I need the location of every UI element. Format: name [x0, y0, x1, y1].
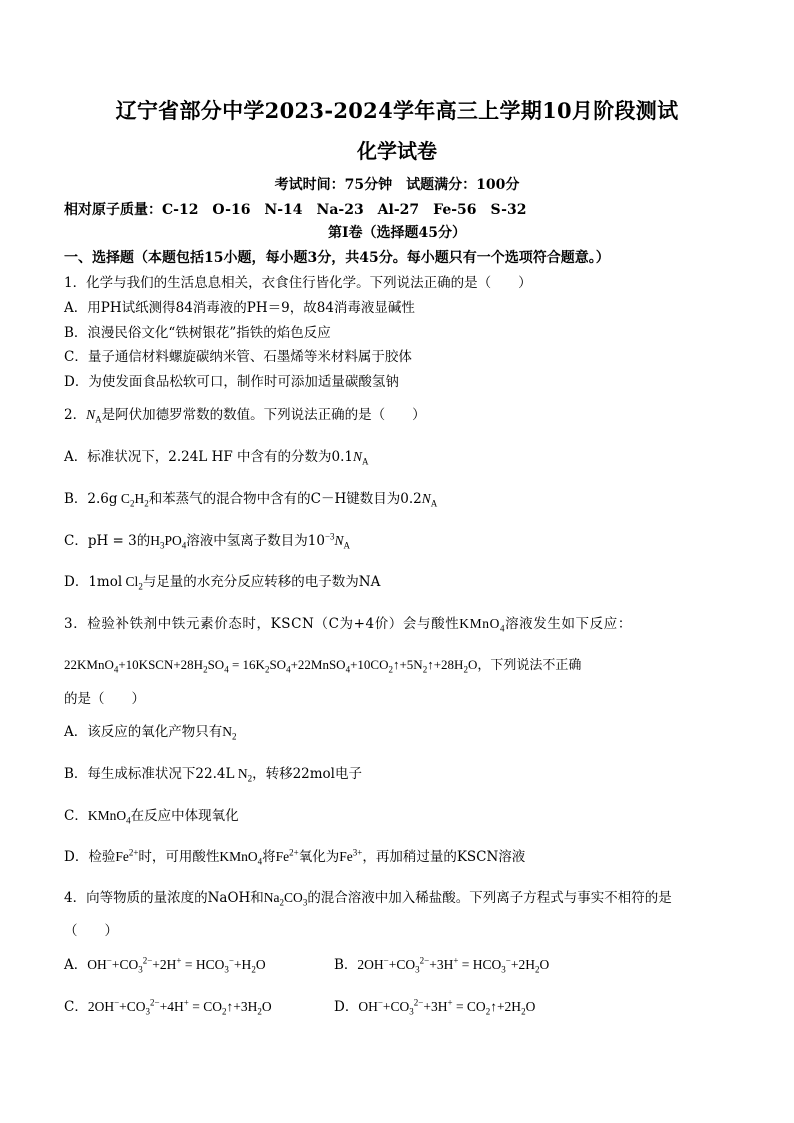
section-title: 一、选择题（本题包括15小题，每小题3分，共45分。每小题只有一个选项符合题意。）	[64, 250, 610, 266]
q2-option-a: A．标准状况下，2.24L HF 中含有的分数为$0.1N_A$	[64, 449, 369, 467]
q1-option-b: B．浪漫民俗文化“铁树银花”指铁的焰色反应	[64, 325, 331, 341]
exam-info: 考试时间：75分钟 试题满分：100分	[274, 177, 520, 193]
q4-options-ab: A．$OH^-+CO_3^{2-}+2H^+ = HCO_3^-+H_2O$ B．$2OH^-+CO_3^{2-}+3H^+ = HCO_3^-+2H_2O$	[64, 955, 550, 975]
q1-stem: 1．化学与我们的生活息息相关，衣食住行皆化学。下列说法正确的是（ ）	[64, 275, 532, 291]
q1-option-c: C．量子通信材料螺旋碳纳米管、石墨烯等米材料属于胶体	[64, 349, 412, 365]
part-title: 第Ⅰ卷（选择题45分）	[327, 225, 467, 241]
q2-option-d: D．1mol $Cl_2$与足量的水充分反应转移的电子数为NA	[64, 574, 381, 592]
q1-option-a: A．用PH试纸测得84消毒液的PH＝9，故84消毒液显碱性	[64, 300, 415, 316]
q4-paren: （ ）	[64, 923, 118, 939]
q4-stem: 4．向等物质的量浓度的NaOH和$Na_2CO_3$的混合溶液中加入稀盐酸。下列离子方程式与事实不相符的是	[64, 890, 672, 908]
atomic-masses: 相对原子质量：C-12 O-16 N-14 Na-23 Al-27 Fe-56 S-32	[64, 202, 527, 218]
page-title: 辽宁省部分中学2023-2024学年高三上学期10月阶段测试	[115, 98, 679, 123]
q3-option-b: B．每生成标准状况下22.4L $N_2$，转移22mol电子	[64, 766, 363, 784]
q4-options-cd: C．$2OH^-+CO_3^{2-}+4H^+$ = $CO_2↑+3H_2O$ D．$OH^-+CO_3^{2-}+3H^+$ = $CO_2↑+2H_2O$	[64, 997, 536, 1017]
q2-option-b: B．2.6g $C_2H_2$和苯蒸气的混合物中含有的C－H键数目为$0.2N_A$	[64, 491, 438, 509]
q3-stem-line1: 3．检验补铁剂中铁元素价态时，KSCN（C为+4价）会与酸性KMnO$_4$溶液发生如下反应：	[64, 616, 632, 634]
q1-option-d: D．为使发面食品松软可口，制作时可添加适量碳酸氢钠	[64, 374, 399, 390]
q3-stem-line3: 的是（ ）	[64, 691, 145, 707]
q3-option-a: A．该反应的氧化产物只有$N_2$	[64, 724, 237, 742]
q3-equation: $22KMnO_4+10KSCN+28H_2SO_4$ = $16K_2SO_4+22MnSO_4+10CO_2↑+5N_2↑+28H_2O$，下列说法不正确	[64, 657, 582, 675]
q3-option-d: D．检验$Fe^{2+}$时，可用酸性KMnO$_4$将$Fe^{2+}$氧化为$Fe^{3+}$，再加稍过量的KSCN溶液	[64, 847, 526, 867]
page-subtitle: 化学试卷	[357, 139, 437, 163]
q3-option-c: C．KMnO$_4$在反应中体现氧化	[64, 808, 239, 826]
q2-option-c: C．pH = 3的$H_3PO_4$溶液中氢离子数目为$10^{-3}N_A$	[64, 531, 351, 551]
q2-stem: 2．$N_A$是阿伏加德罗常数的数值。下列说法正确的是（ ）	[64, 407, 426, 425]
